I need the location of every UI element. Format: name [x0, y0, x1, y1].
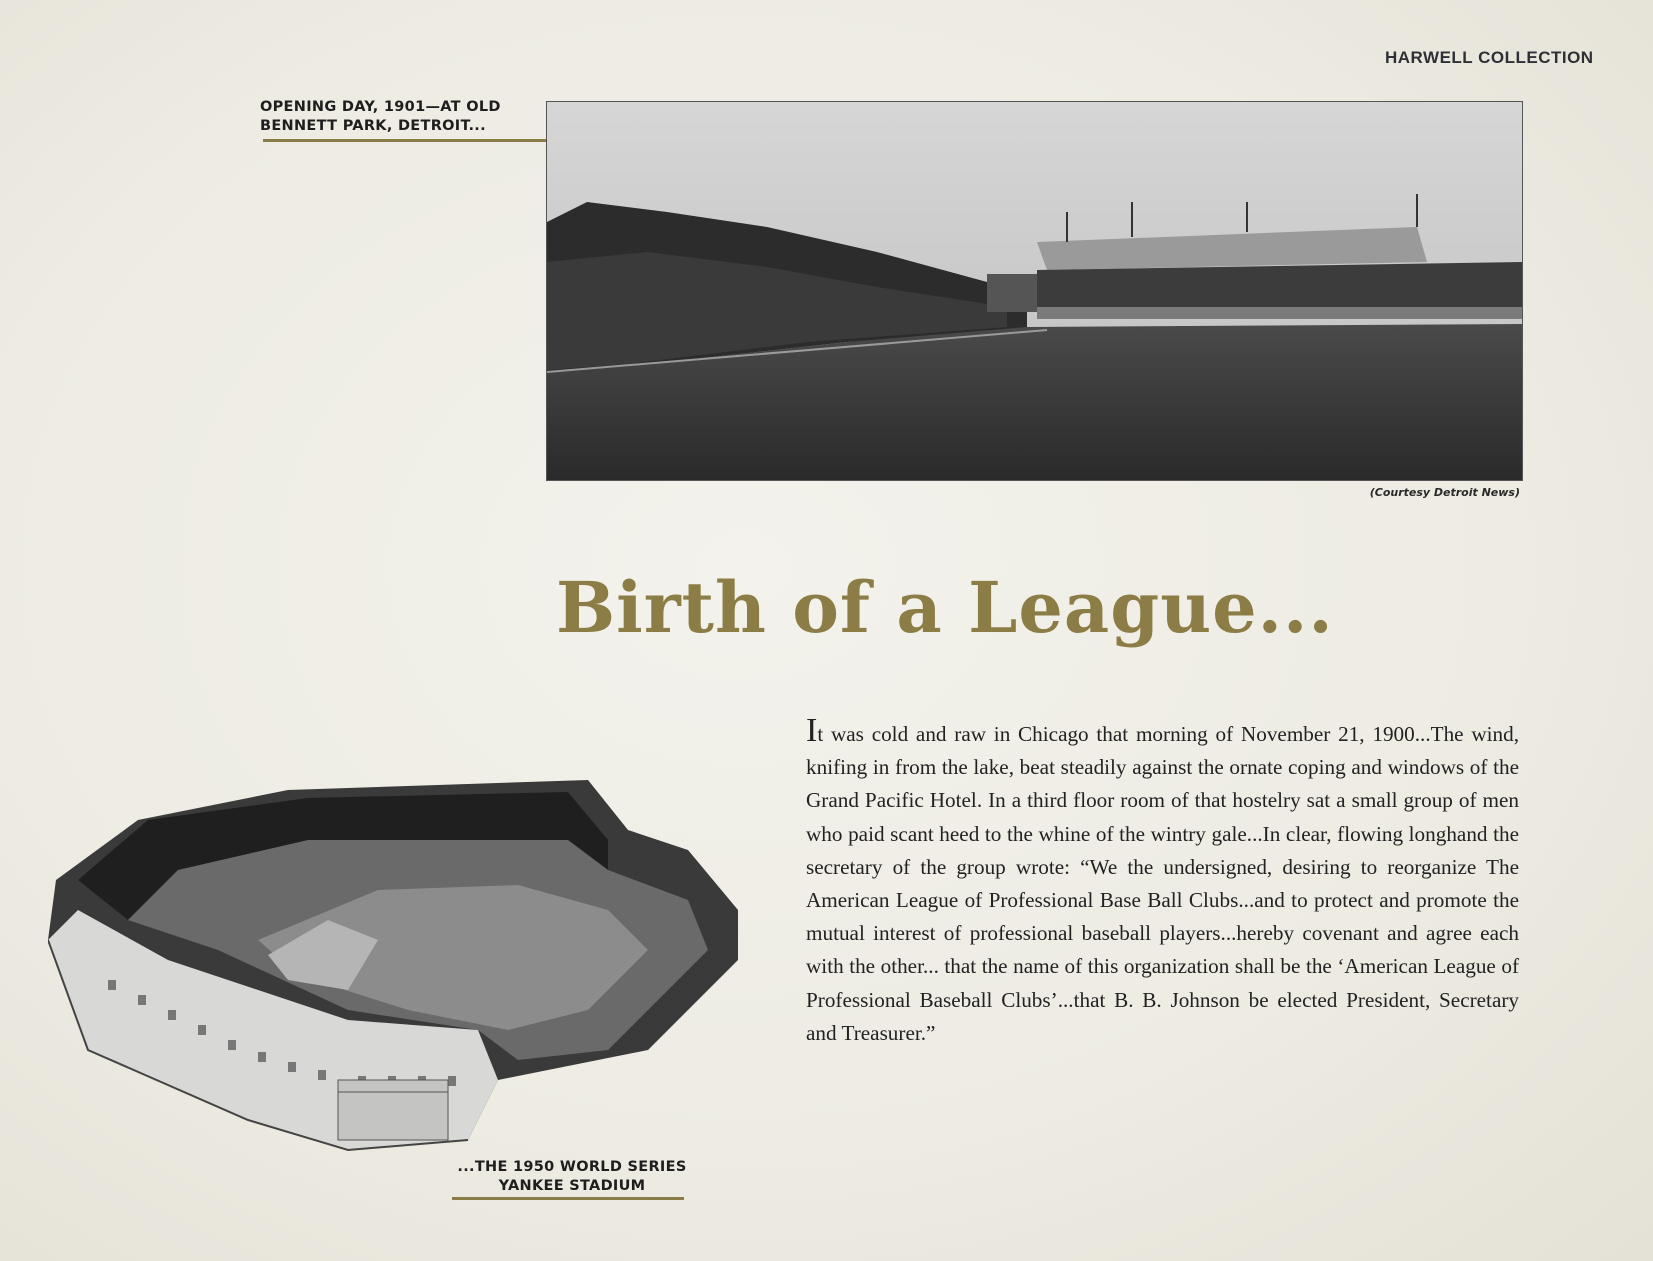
- top-photo-caption-line1: OPENING DAY, 1901—AT OLD: [260, 99, 501, 115]
- top-photo-caption: [260, 98, 550, 136]
- bottom-caption-rule: [452, 1197, 684, 1200]
- article-text: t was cold and raw in Chicago that morning of November 21, 1900...The wind, knifing in from the lake, beat steadily against the ornate coping and windows of the Grand Pacific Hotel. In a third floor room of that hostelry sat a small group of men who paid scant heed to the whine of the wintry gale...In clear, flowing longhand the secretary of the group wrote: “We the undersigned, desiring to reorganize The American League of Professional Base Ball Clubs...and to protect and promote the mutual interest of professional baseball players...hereby covenant and agree each with the other... that the name of this organization shall be the ‘American League of Professional Baseball Clubs’...that B. B. Johnson be elected President, Secretary and Treasurer.”: [806, 722, 1519, 1045]
- top-caption-rule: [263, 139, 550, 142]
- collection-stamp: HARWELL COLLECTION: [1385, 48, 1594, 67]
- article-body: [806, 712, 1519, 1050]
- article-dropcap: I: [806, 712, 818, 749]
- yankee-stadium-photo: [48, 780, 748, 1160]
- photo-credit: (Courtesy Detroit News): [1369, 486, 1520, 499]
- bottom-photo-caption-line1: ...THE 1950 WORLD SERIES: [457, 1159, 687, 1175]
- page-title: Birth of a League...: [556, 566, 1334, 649]
- bennett-park-photo: [546, 101, 1523, 481]
- bottom-photo-caption: [442, 1158, 702, 1196]
- bottom-photo-caption-line2: YANKEE STADIUM: [498, 1178, 646, 1194]
- top-photo-caption-line2: BENNETT PARK, DETROIT...: [260, 118, 486, 134]
